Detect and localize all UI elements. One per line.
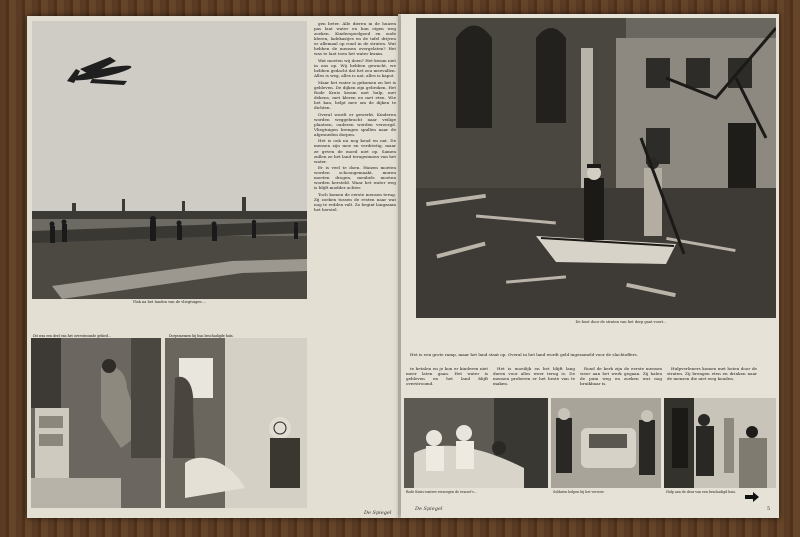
doorway-help-photo (664, 398, 776, 488)
doorway-illustration (664, 398, 776, 488)
article-paragraph: Het is moeilijk en het blijft lang duren voor alles weer terug is. De mensen proberen er het beste van te maken. (493, 366, 575, 387)
bottom-caption-2: Soldaten helpen bij het vervoer. (553, 490, 605, 494)
soldiers-car-photo (551, 398, 661, 488)
article-paragraph: Maar het water is gekomen en het is gebleven. De dijken zijn gebroken. Het Rode Kruis kwam met hulp, met dekens, met kleren en met eten. Wie het kan, helpt mee om de dijken te dichten. (314, 79, 396, 110)
article-paragraph: Overal wordt er gewerkt. Kinderen worden weggebracht naar veilige plaatsen, ouderen worden verzorgd. Vliegtuigen brengen spullen naar de afgesneden dorpen. (314, 111, 396, 137)
magazine-footer-left: De Spiegel (364, 510, 392, 516)
bottom-caption-3: Hulp aan de deur van een beschadigd huis. (666, 490, 737, 494)
article-text-column-5 (406, 352, 766, 364)
top-photo-caption-right: De boot door de straten van het dorp gaat voort... (575, 320, 667, 324)
damaged-interior-photo (31, 338, 161, 508)
article-text-column-1 (406, 366, 488, 396)
left-magazine-page (27, 16, 401, 518)
top-photo-caption: Vlak na het landen van de vliegtuigen ... (132, 300, 207, 304)
magazine-footer-right: De Spiegel (415, 506, 443, 512)
article-text-column-4 (667, 366, 757, 396)
article-paragraph: Toch komen de eerste mensen terug. Zij zoeken tussen de resten naar wat nog te redden valt. Zo begint langzaam het herstel. (314, 192, 396, 213)
article-paragraph: Hulpverleners komen met boten door de straten. Zij brengen eten en drinken naar de mensen die niet weg konden. (667, 366, 757, 382)
page-number: 5 (767, 506, 771, 512)
bottom-caption-1: Rode Kruis-zusters verzorgen de evacué's... (406, 490, 477, 494)
bottom-caption-left: Dit was een deel van het overstroomde gebied... (33, 334, 112, 338)
flood-scene-illustration (416, 18, 776, 318)
article-paragraph: gen beter. Alle dieren in de huizen pas laat water en hun eigen weg zoeken. Kinderspeelgoed en oude kleren, ladekastjes en de tafel drijven er allemaal op rond in de straten. Wat hebben de mensen overgelaten? Het was te laat toen het water kwam. (314, 21, 396, 57)
arrow-right-icon (745, 492, 759, 502)
airplane-scene-illustration (32, 21, 307, 299)
article-paragraph: Het is ook nu nog koud en nat. De mensen zijn moe en verdrietig, maar ze geven de moed niet op. Samen zullen ze het land terugwinnen van het water. (314, 138, 396, 164)
family-illustration (165, 338, 307, 508)
right-magazine-page (401, 14, 779, 518)
airplane-field-photo (32, 21, 307, 299)
article-text-column-2 (493, 366, 575, 396)
nurses-care-photo (404, 398, 548, 488)
bottom-caption-right: Dorpsmensen bij hun beschadigde huis. (169, 334, 234, 338)
article-paragraph: Het is een grote ramp, maar het land staat op. Overal in het land wordt geld ingezameld voor de slachtoffers. (410, 352, 638, 357)
article-paragraph: Rond de kerk zijn de eerste mensen weer aan het werk gegaan. Zij halen de puin weg en zoeken wat nog bruikbaar is. (580, 366, 662, 387)
family-in-room-photo (165, 338, 307, 508)
article-text-column-3 (580, 366, 662, 396)
interior-illustration (31, 338, 161, 508)
article-text-column (314, 21, 396, 511)
flooded-street-boat-photo (416, 18, 776, 318)
article-paragraph: Wat moeten wij doen? Het kwam niet in ons op. Wij hebben gewacht, we hebben gedacht dat het zou meevallen. Alles is weg, alles is nat, alles is kapot. (314, 57, 396, 79)
article-paragraph: Er is veel te doen. Huizen moeten worden schoongemaakt, muren moeten drogen, meubels moeten worden hersteld. Waar het water weg is blijft modder achter. (314, 165, 396, 191)
nurses-illustration (404, 398, 548, 488)
article-paragraph: te betalen en je kon er kinderen niet meer laten gaan. Het water is gebleven en het land blijft overstroomd. (406, 366, 488, 387)
soldiers-car-illustration (551, 398, 661, 488)
